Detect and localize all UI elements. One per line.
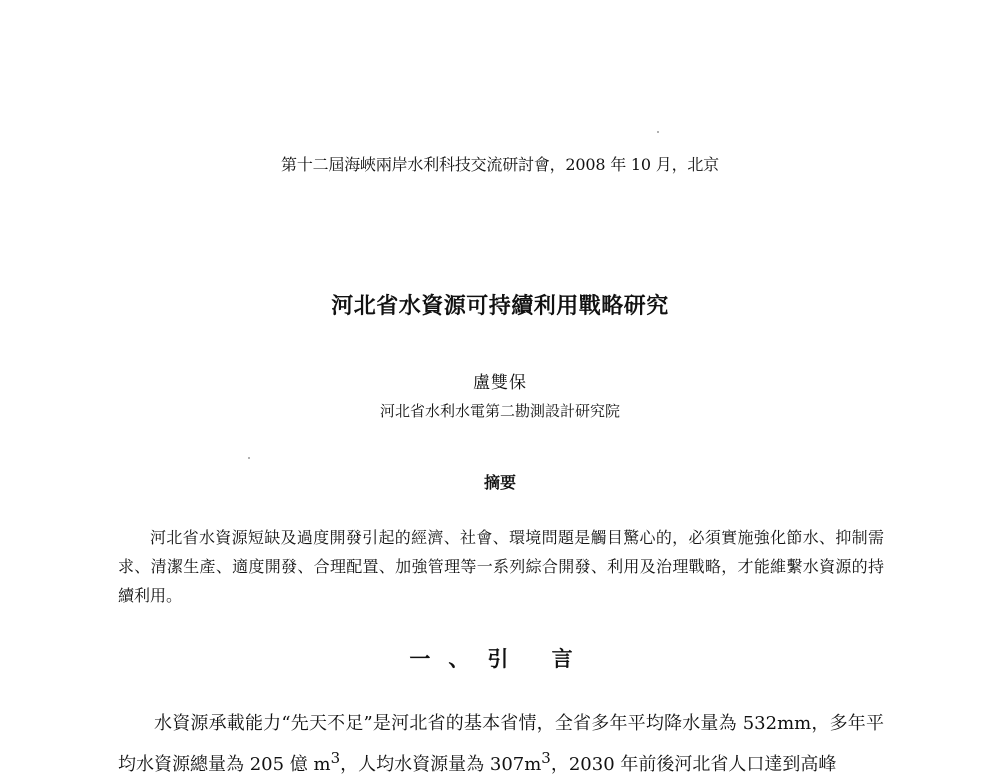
abstract-heading: 摘要: [483, 473, 516, 492]
superscript-cubic: 3: [330, 749, 341, 767]
body-paragraph: [118, 707, 884, 782]
section-heading: 一、引 言: [409, 647, 591, 671]
body-text-part-1: 水資源承載能力“先天不足”是河北省的基本省情，全省多年平均降水量為 532mm，多年平均水資源總量為 205 億 m: [118, 713, 884, 775]
scan-speck: [248, 457, 250, 459]
superscript-cubic: 3: [541, 749, 551, 767]
conference-line: 第十二屆海峽兩岸水利科技交流研討會，2008 年 10 月，北京: [281, 155, 719, 174]
scan-speck: [657, 131, 659, 133]
author-name: 盧雙保: [473, 373, 527, 393]
paper-title: 河北省水資源可持續利用戰略研究: [331, 294, 669, 319]
abstract-text: 河北省水資源短缺及過度開發引起的經濟、社會、環境問題是觸目驚心的，必須實施強化節水、抑制需求、清潔生產、適度開發、合理配置、加強管理等一系列綜合開發、利用及治理戰略，才能維繫水資源的持續利用。: [118, 528, 884, 605]
body-text-part-3: ，2030 年前後河北省人口達到高峰: [550, 754, 837, 775]
author-affiliation: 河北省水利水電第二勘測設計研究院: [379, 402, 620, 420]
body-text-part-2: ，人均水資源量為 307m: [340, 754, 542, 775]
